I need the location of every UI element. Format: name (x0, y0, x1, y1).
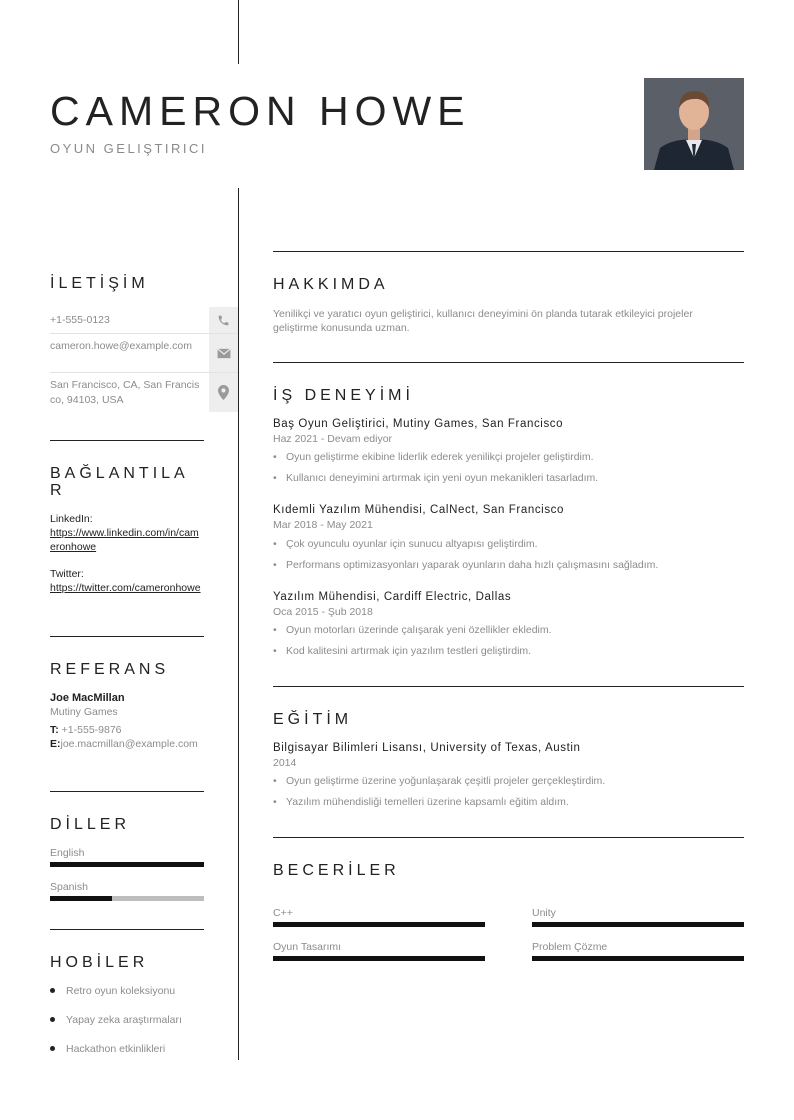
contact-email: cameron.howe@example.com (50, 340, 192, 352)
reference-phone-label: T: (50, 724, 59, 736)
hobby-label: Yapay zeka araştırmaları (66, 1014, 182, 1026)
hobby-item (50, 1043, 165, 1055)
language-level-fill (50, 862, 204, 867)
reference-company: Mutiny Games (50, 706, 118, 718)
location-pin-icon (209, 373, 238, 412)
skill-name: Unity (532, 907, 556, 919)
contact-phone-row (50, 307, 238, 334)
links-section-title: BAĞLANTILAR (50, 465, 189, 499)
education-bullet: • Oyun geliştirme üzerine yoğunlaşarak çeşitli projeler gerçekleştirdim. (273, 775, 606, 787)
twitter-link[interactable]: https://twitter.com/cameronhowe (50, 582, 201, 594)
skill-level-fill (273, 922, 485, 927)
skills-section-title: BECERİLER (273, 862, 400, 879)
job-date: Mar 2018 - May 2021 (273, 519, 373, 531)
experience-section-title: İŞ DENEYİMİ (273, 387, 414, 404)
phone-icon (209, 307, 238, 333)
job-title: Baş Oyun Geliştirici, Mutiny Games, San Francisco (273, 418, 564, 430)
job-date: Oca 2015 - Şub 2018 (273, 606, 373, 618)
divider (273, 251, 744, 252)
skill-name: Problem Çözme (532, 941, 608, 953)
education-bullet: • Yazılım mühendisliği temelleri üzerine kapsamlı eğitim aldım. (273, 796, 569, 808)
candidate-role: OYUN GELIŞTIRICI (50, 141, 208, 156)
top-divider-line (238, 0, 239, 64)
reference-email-label: E: (50, 738, 61, 750)
job-bullet: • Kod kalitesini artırmak için yazılım testleri geliştirdim. (273, 645, 532, 657)
contact-section-title: İLETİŞİM (50, 275, 149, 292)
skill-level-bar (273, 956, 485, 961)
job-bullet: • Çok oyunculu oyunlar için sunucu altyapısı geliştirdim. (273, 538, 538, 550)
degree-title: Bilgisayar Bilimleri Lisansı, University of Texas, Austin (273, 742, 581, 754)
language-level-bar (50, 896, 204, 901)
divider (273, 837, 744, 838)
language-name: English (50, 847, 85, 859)
divider (273, 362, 744, 363)
reference-email: joe.macmillan@example.com (60, 738, 198, 750)
linkedin-link[interactable]: https://www.linkedin.com/in/cameronhowe (50, 527, 199, 553)
reference-name: Joe MacMillan (50, 692, 125, 704)
contact-phone: +1-555-0123 (50, 314, 110, 326)
divider (50, 929, 204, 930)
reference-phone: +1-555-9876 (61, 724, 122, 736)
job-bullet: • Oyun geliştirme ekibine liderlik ederek yenilikçi projeler geliştirdim. (273, 451, 594, 463)
hobby-item (50, 985, 175, 997)
about-section-title: HAKKIMDA (273, 276, 389, 293)
bullet-dot-icon (50, 1017, 55, 1022)
languages-section-title: DİLLER (50, 816, 131, 833)
hobby-item (50, 1014, 182, 1026)
about-text: Yenilikçi ve yaratıcı oyun geliştirici, kullanıcı deneyimini ön planda tutarak etkileyici projeler geliştirme konusunda uzman. (273, 308, 693, 334)
skill-level-bar (273, 922, 485, 927)
degree-year: 2014 (273, 757, 297, 769)
skill-name: Oyun Tasarımı (273, 941, 342, 953)
skill-level-bar (532, 922, 744, 927)
language-level-fill (50, 896, 112, 901)
envelope-icon (209, 334, 238, 372)
contact-email-row (50, 334, 238, 373)
education-section-title: EĞİTİM (273, 711, 353, 728)
reference-phone-line (50, 723, 204, 737)
column-divider-line (238, 188, 239, 1060)
skill-level-fill (273, 956, 485, 961)
hobby-label: Retro oyun koleksiyonu (66, 985, 176, 997)
bullet-dot-icon (50, 1046, 55, 1051)
profile-photo (644, 78, 744, 170)
candidate-name: CAMERON HOWE (50, 88, 471, 134)
job-title: Yazılım Mühendisi, Cardiff Electric, Dallas (273, 591, 512, 603)
skill-level-bar (532, 956, 744, 961)
divider (273, 686, 744, 687)
contact-address-row (50, 373, 238, 412)
bullet-dot-icon (50, 988, 55, 993)
hobbies-section-title: HOBİLER (50, 954, 149, 971)
hobby-label: Hackathon etkinlikleri (66, 1043, 166, 1055)
contact-address: San Francisco, CA, San Francisco, 94103, USA (50, 379, 200, 406)
divider (50, 440, 204, 441)
reference-section-title: REFERANS (50, 661, 170, 678)
job-bullet: • Kullanıcı deneyimini artırmak için yeni oyun mekanikleri tasarladım. (273, 472, 599, 484)
job-date: Haz 2021 - Devam ediyor (273, 433, 393, 445)
divider (50, 636, 204, 637)
skill-name: C++ (273, 907, 293, 919)
language-level-bar (50, 862, 204, 867)
skill-level-fill (532, 922, 744, 927)
job-title: Kıdemli Yazılım Mühendisi, CalNect, San Francisco (273, 504, 565, 516)
job-bullet: • Performans optimizasyonları yaparak oyunların daha hızlı çalışmasını sağladım. (273, 559, 659, 571)
linkedin-label: LinkedIn: (50, 513, 93, 525)
reference-email-line (50, 737, 204, 751)
language-name: Spanish (50, 881, 88, 893)
divider (50, 791, 204, 792)
skill-level-fill (532, 956, 744, 961)
twitter-label: Twitter: (50, 568, 84, 580)
job-bullet: • Oyun motorları üzerinde çalışarak yeni özellikler ekledim. (273, 624, 552, 636)
